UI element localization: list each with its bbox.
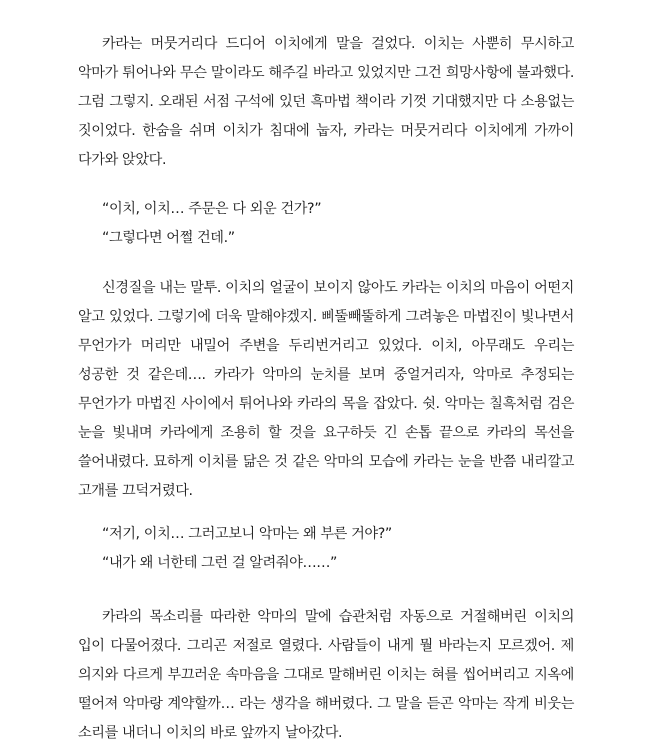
narrative-paragraph: 신경질을 내는 말투. 이치의 얼굴이 보이지 않아도 카라는 이치의 마음이 어떤지 알고 있었다. 그렇기에 더욱 말해야겠지. 삐뚤빼뚤하게 그려놓은 마법진이 빛나면서 무언가가 머리만 내밀어 주변을 두리번거리고 있었다. 이치, 아무래도 우리는 성공한 것 같은데…. 카라가 악마의 눈치를 보며 중얼거리자, 악마로 추정되는 무언가가 마법진 사이에서 튀어나와 카라의 목을 잡았다. 쉿. 악마는 칠흑처럼 검은 눈을 빛내며 카라에게 조용히 할 것을 요구하듯 긴 손톱 끝으로 카라의 목선을 쓸어내렸다. 묘하게 이치를 닮은 것 같은 악마의 모습에 카라는 눈을 반쯤 내리깔고 고개를 끄덕거렸다.: [78, 280, 574, 499]
dialogue-block: [78, 520, 574, 578]
dialogue-line: “내가 왜 너한테 그런 걸 알려줘야……”: [102, 555, 337, 571]
dialogue-line: “이치, 이치… 주문은 다 외운 건가?”: [102, 201, 322, 217]
dialogue-line: “그렇다면 어쩔 건데.”: [102, 230, 235, 246]
dialogue-block: [78, 195, 574, 253]
narrative-paragraph: 카라의 목소리를 따라한 악마의 말에 습관처럼 자동으로 거절해버린 이치의 입이 다물어졌다. 그리곤 저절로 열렸다. 사람들이 내게 뭘 바라는지 모르겠어. 제 의지와 다르게 부끄러운 속마음을 그대로 말해버린 이치는 혀를 씹어버리고 지옥에 떨어져 악마랑 계약할까… 라는 생각을 해버렸다. 그 말을 듣곤 악마는 작게 비웃는 소리를 내더니 이치의 바로 앞까지 날아갔다.: [78, 609, 574, 741]
narrative-paragraph: 카라는 머뭇거리다 드디어 이치에게 말을 걸었다. 이치는 사뿐히 무시하고 악마가 튀어나와 무슨 말이라도 해주길 바라고 있었지만 그건 희망사항에 불과했다. 그럼 그렇지. 오래된 서점 구석에 있던 흑마법 책이라 기껏 기대했지만 다 소용없는 짓이었다. 한숨을 쉬며 이치가 침대에 눕자, 카라는 머뭇거리다 이치에게 가까이 다가와 앉았다.: [78, 36, 574, 168]
dialogue-line: “저기, 이치… 그러고보니 악마는 왜 부른 거야?”: [102, 526, 392, 542]
